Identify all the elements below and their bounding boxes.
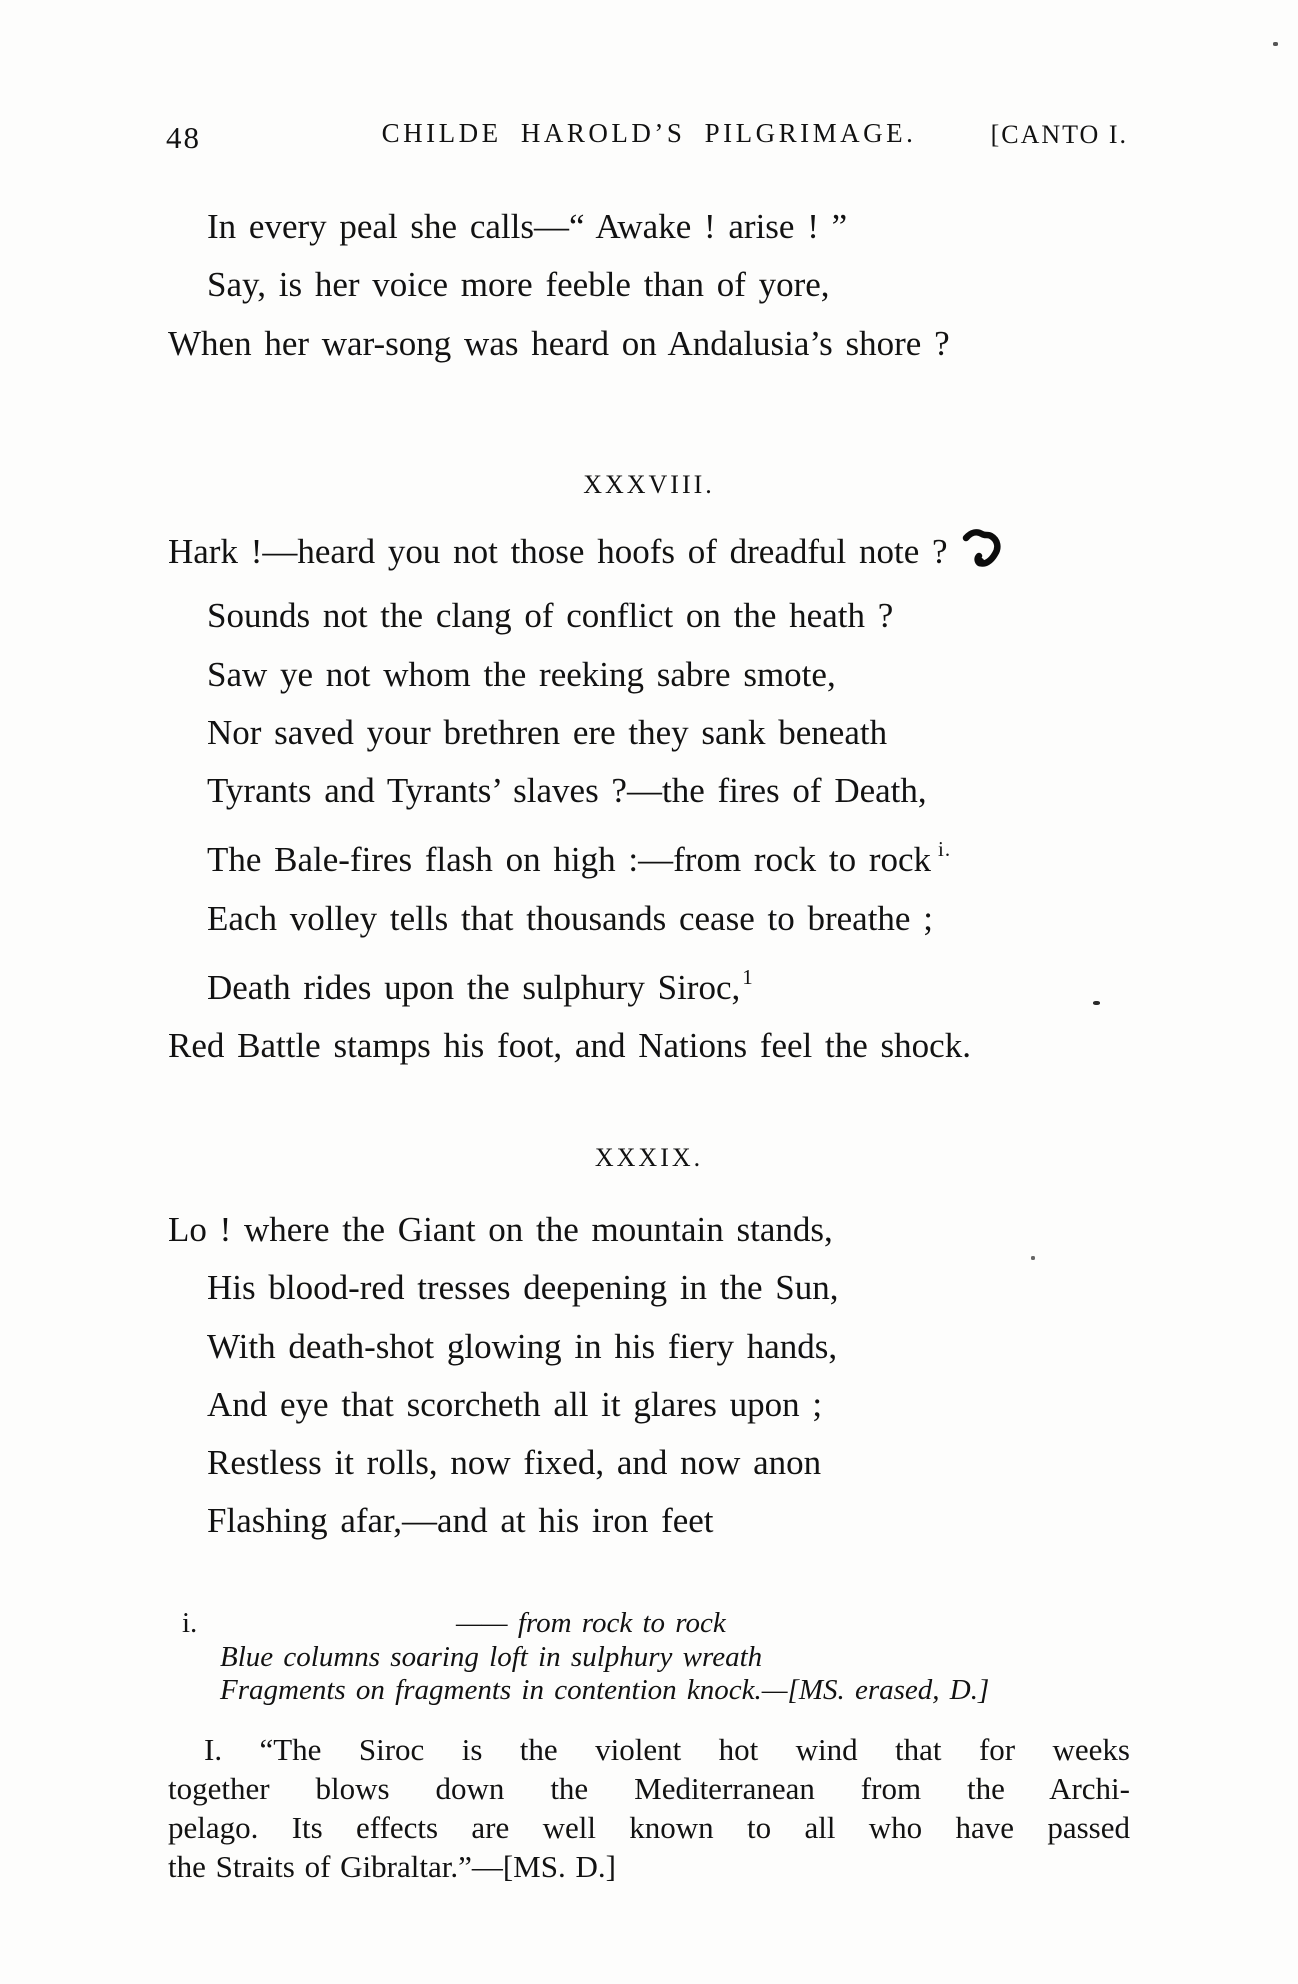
poem-line: Restless it rolls, now fixed, and now anon bbox=[207, 1443, 822, 1483]
footnote-i-line: Blue columns soaring loft in sulphury wreath bbox=[220, 1640, 763, 1673]
poem-line: Nor saved your brethren ere they sank beneath bbox=[207, 712, 888, 752]
poem-line: Each volley tells that thousands cease to breathe ; bbox=[207, 898, 933, 938]
stanza-xxxvii-end bbox=[168, 198, 1188, 373]
running-title: CHILDE HAROLD’S PILGRIMAGE. bbox=[381, 118, 917, 148]
stanza-xxxix bbox=[168, 1201, 1188, 1551]
stanza-heading-xxxix: XXXIX. bbox=[594, 1143, 704, 1172]
handwritten-ink-mark bbox=[962, 523, 1004, 587]
poem-line: In every peal she calls—“ Awake ! arise ! ” bbox=[207, 207, 848, 246]
poem-line: With death-shot glowing in his fiery hands, bbox=[207, 1326, 838, 1366]
stanza-xxxviii bbox=[168, 523, 1188, 1076]
footnote-1-line: the Straits of Gibraltar.”—[MS. D.] bbox=[168, 1849, 616, 1884]
poem-line: Sounds not the clang of conflict on the heath ? bbox=[207, 596, 894, 636]
poem-line: And eye that scorcheth all it glares upon ; bbox=[207, 1384, 823, 1424]
ink-speck bbox=[1273, 42, 1278, 46]
footnote-1-line: I. “The Siroc is the violent hot wind that for weeks bbox=[204, 1732, 1130, 1767]
stanza-heading-xxxviii: XXXVIII. bbox=[583, 470, 715, 499]
poem-line: Death rides upon the sulphury Siroc,$^1$ bbox=[207, 965, 754, 1008]
footnote-i bbox=[182, 1607, 1188, 1708]
poem-line: The Bale-fires flash on high :—from rock to rock $^{i.}$ bbox=[207, 837, 952, 880]
canto-label: [CANTO I. bbox=[990, 120, 1128, 149]
running-header bbox=[0, 118, 1298, 162]
footnote-ref-1: 1 bbox=[742, 965, 754, 990]
poem-line: His blood-red tresses deepening in the Sun, bbox=[207, 1268, 839, 1308]
page-number: 48 bbox=[166, 120, 201, 155]
footnote-ref-i: i. bbox=[938, 837, 952, 862]
ink-speck bbox=[1031, 1256, 1035, 1260]
poem-line: Hark !—heard you not those hoofs of dreadful note ? bbox=[168, 523, 1188, 587]
ink-speck bbox=[1093, 1001, 1100, 1005]
footnote-i-line: Fragments on fragments in contention knock.—[MS. erased, D.] bbox=[220, 1674, 990, 1706]
poem-line: Flashing afar,—and at his iron feet bbox=[207, 1501, 714, 1541]
poem-line: Lo ! where the Giant on the mountain stands, bbox=[168, 1210, 833, 1249]
poem-line: When her war-song was heard on Andalusia’s shore ? bbox=[168, 323, 950, 363]
footnote-i-marker: i. bbox=[182, 1607, 198, 1639]
poem-line: Say, is her voice more feeble than of yore, bbox=[207, 265, 830, 305]
footnote-1 bbox=[168, 1730, 1130, 1886]
footnote-1-line: pelago. Its effects are well known to all who have passed bbox=[168, 1810, 1130, 1845]
poem-line: Saw ye not whom the reeking sabre smote, bbox=[207, 654, 836, 694]
poem-line: Red Battle stamps his foot, and Nations feel the shock. bbox=[168, 1026, 971, 1066]
footnote-i-fragment: —— from rock to rock bbox=[456, 1607, 726, 1639]
poem-line: Tyrants and Tyrants’ slaves ?—the fires of Death, bbox=[207, 771, 927, 811]
footnote-1-line: together blows down the Mediterranean from the Archi- bbox=[168, 1771, 1130, 1806]
footnote-i-header bbox=[182, 1607, 1188, 1641]
